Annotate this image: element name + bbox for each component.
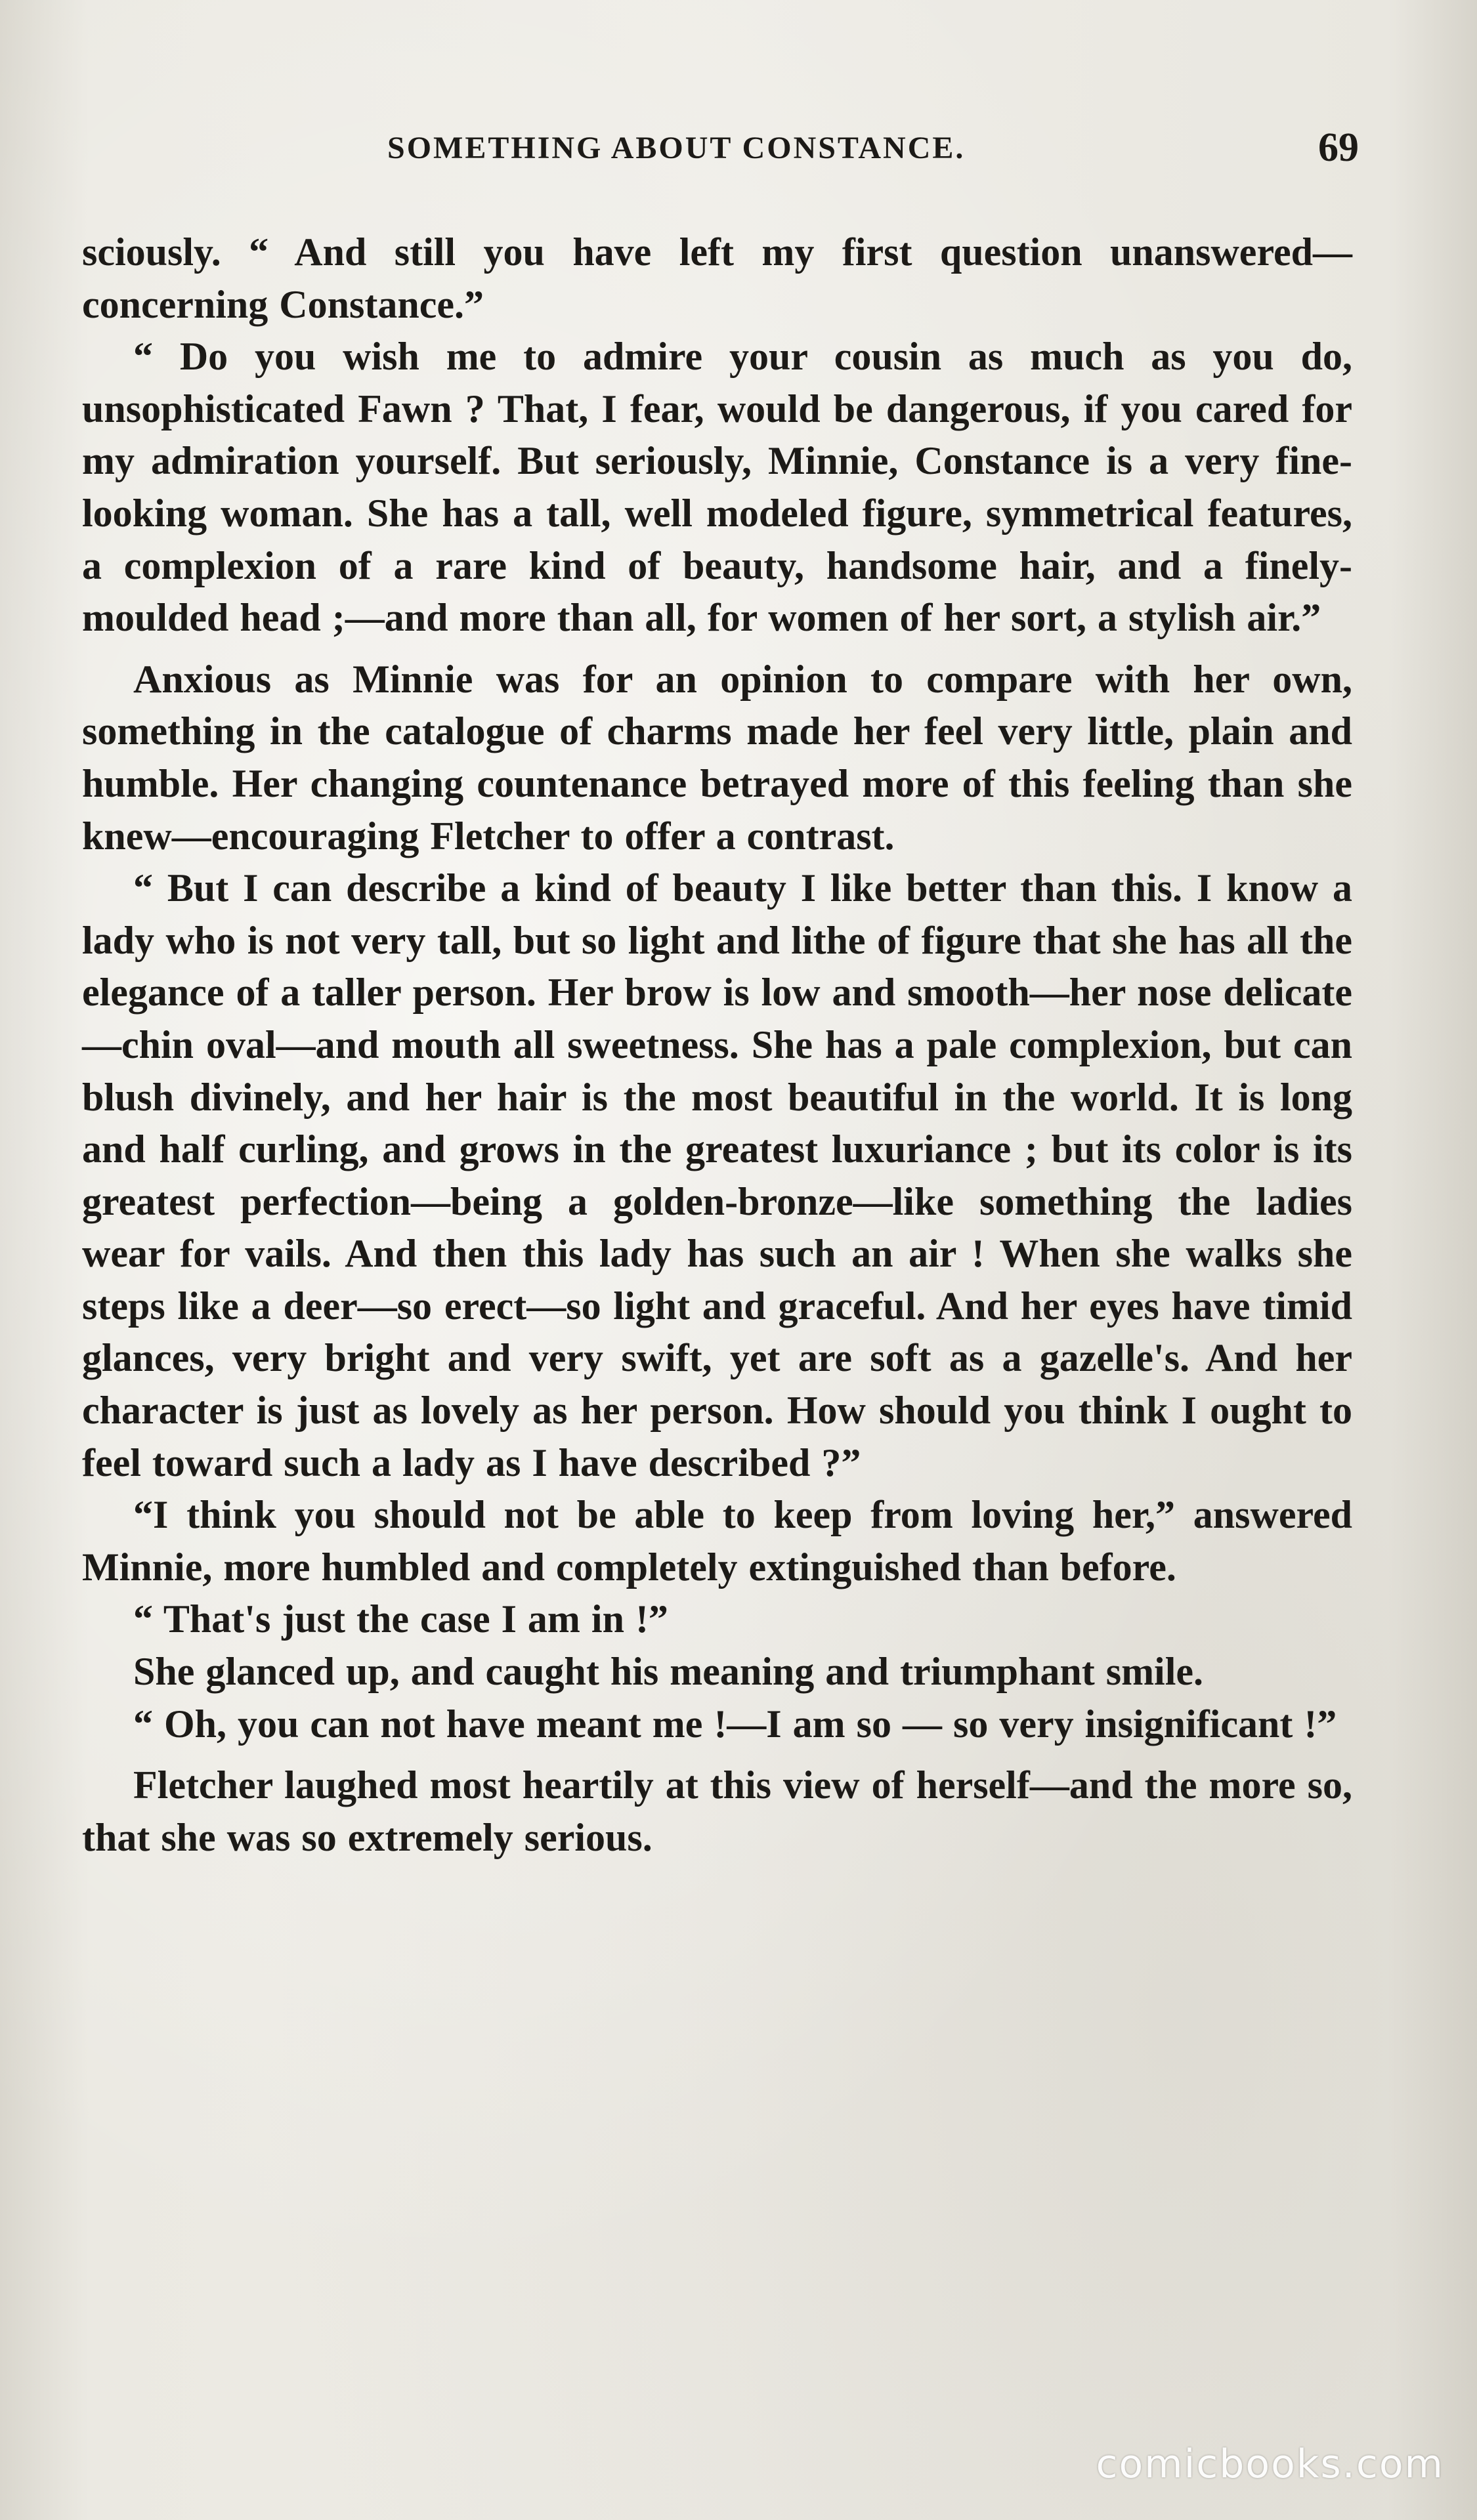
paragraph: Fletcher laughed most heartily at this view of herself—and the more so, that she was so extremely serious.	[82, 1763, 1352, 1859]
paragraph: “ That's just the case I am in !”	[133, 1597, 668, 1641]
paragraph: “ But I can describe a kind of beauty I like better than this. I know a lady who is not very tall, but so light and lithe of figure that she has all the elegance of a taller person. Her brow is low and smooth—her nose delicate—chin oval—and mouth all sweetness. She has a pale complexion, but can blush divinely, and her hair is the most beautiful in the world. It is long and half curling, and grows in the greatest luxuriance ; but its color is its greatest perfection—being a golden-bronze—like something the ladies wear for vails. And then this lady has such an air ! When she walks she steps like a deer—so erect—so light and graceful. And her eyes have timid glances, very bright and very swift, yet are soft as a gazelle's. And her character is just as lovely as her person. How should you think I ought to feel toward such a lady as I have described ?”	[82, 866, 1352, 1484]
paragraph: Anxious as Minnie was for an opinion to compare with her own, something in the catalogue of charms made her feel very little, plain and humble. Her changing countenance betrayed more of this feeling than she knew—encouraging Fletcher to offer a contrast.	[82, 657, 1352, 858]
paragraph: “ Oh, you can not have meant me !—I am so — so very insignificant !”	[133, 1702, 1337, 1746]
paragraph: sciously. “ And still you have left my first question unanswered—concerning Constance.”	[82, 230, 1352, 326]
running-header	[387, 125, 1359, 177]
paragraph: “I think you should not be able to keep from loving her,” answered Minnie, more humbled and completely extinguished than before.	[82, 1493, 1352, 1589]
body-text	[82, 226, 1352, 1864]
watermark: comicbooks.com	[1096, 2441, 1444, 2487]
paragraph: “ Do you wish me to admire your cousin as much as you do, unsophisticated Fawn ? That, I fear, would be dangerous, if you cared for my admiration yourself. But seriously, Minnie, Constance is a very fine-looking woman. She has a tall, well modeled figure, symmetrical features, a complexion of a rare kind of beauty, handsome hair, and a finely-moulded head ;—and more than all, for women of her sort, a stylish air.”	[82, 335, 1352, 640]
page-number: 69	[1318, 125, 1359, 170]
paragraph: She glanced up, and caught his meaning and triumphant smile.	[133, 1650, 1204, 1694]
running-title: SOMETHING ABOUT CONSTANCE.	[387, 131, 966, 165]
